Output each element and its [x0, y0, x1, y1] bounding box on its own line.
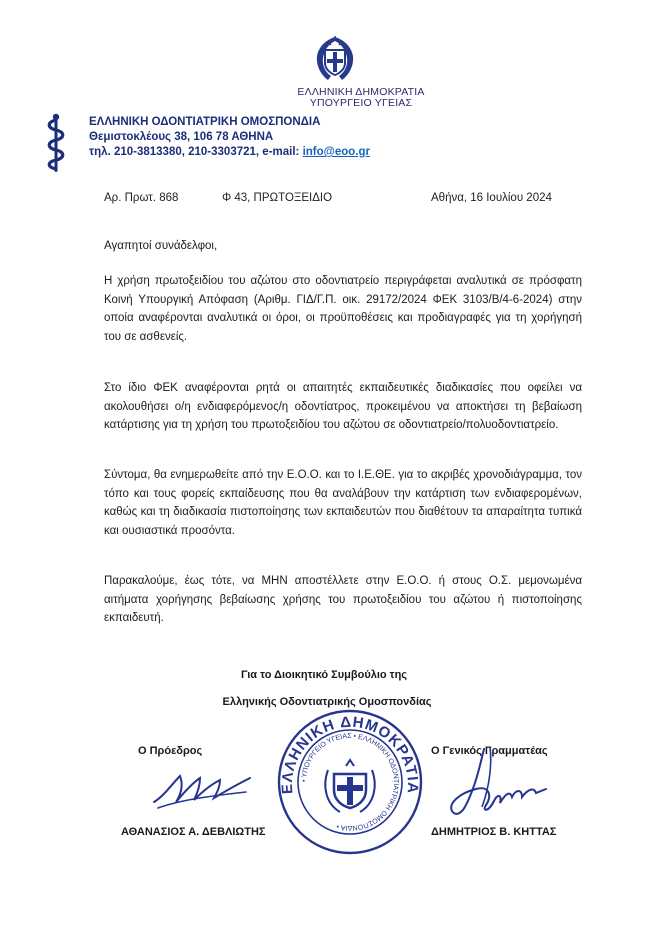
- greek-coat-of-arms-icon: [310, 34, 360, 84]
- closing-line: Ελληνικής Οδοντιατρικής Ομοσπονδίας: [222, 696, 432, 708]
- caduceus-logo-icon: [45, 112, 67, 174]
- ministry-name: ΥΠΟΥΡΓΕΙΟ ΥΓΕΙΑΣ: [309, 97, 413, 109]
- closing-line: Για το Διοικητικό Συμβούλιο της: [240, 669, 408, 681]
- salutation: Αγαπητοί συνάδελφοι,: [104, 240, 218, 252]
- coat-of-arms-icon: [325, 760, 374, 812]
- president-title: Ο Πρόεδρος: [138, 745, 203, 757]
- president-signature: [150, 756, 255, 818]
- secretary-title: Ο Γενικός Γραμματέας: [431, 745, 548, 757]
- secretary-name: ΔΗΜΗΤΡΙΟΣ Β. ΚΗΤΤΑΣ: [431, 826, 557, 838]
- letter-date: Αθήνα, 16 Ιουλίου 2024: [431, 192, 552, 204]
- seal-inner-text: • ΥΠΟΥΡΓΕΙΟ ΥΓΕΙΑΣ • ΕΛΛΗΝΙΚΗ ΟΔΟΝΤΙΑΤΡΙΚΗ ΟΜΟΣΠΟΝΔΙΑ •: [300, 732, 400, 832]
- email-link[interactable]: info@eoo.gr: [302, 146, 370, 158]
- seal-outer-text: ΕΛΛΗΝΙΚΗ ΔΗΜΟΚΡΑΤΙΑ: [278, 713, 422, 795]
- president-name: ΑΘΑΝΑΣΙΟΣ Α. ΔΕΒΛΙΩΤΗΣ: [121, 826, 266, 838]
- organization-address: Θεμιστοκλέους 38, 106 78 ΑΘΗΝΑ: [89, 131, 274, 143]
- secretary-signature: [436, 745, 556, 830]
- file-reference: Φ 43, ΠΡΩΤΟΞΕΙΔΙΟ: [222, 192, 333, 204]
- protocol-number: Αρ. Πρωτ. 868: [104, 192, 179, 204]
- organization-name: ΕΛΛΗΝΙΚΗ ΟΔΟΝΤΙΑΤΡΙΚΗ ΟΜΟΣΠΟΝΔΙΑ: [89, 116, 321, 128]
- body-paragraph: Στο ίδιο ΦΕΚ αναφέρονται ρητά οι απαιτητές εκπαιδευτικές διαδικασίες που οφείλει να ακολουθήσει ο/η ενδιαφερόμενος/η οδοντίατρος, προκειμένου να αποκτήσει τη βεβαίωση κατάρτισης για τη χρήση του πρωτοξειδίου του αζώτου σε οδοντιατρείο/πολυοδοντιατρείο.: [104, 382, 582, 431]
- body-paragraph: Σύντομα, θα ενημερωθείτε από την Ε.Ο.Ο. και το Ι.Ε.ΘΕ. για το ακριβές χρονοδιάγραμμα, τον τόπο και τους φορείς εκπαίδευσης που θα αναλάβουν την κατάρτιση των ενδιαφερομένων, καθώς και τη διαδικασία πιστοποίησης των εκπαιδευτών που διαθέτουν τα απαραίτητα τυπικά και ουσιαστικά προσόντα.: [104, 469, 582, 537]
- country-name: ΕΛΛΗΝΙΚΗ ΔΗΜΟΚΡΑΤΙΑ: [297, 86, 425, 98]
- body-paragraph: Η χρήση πρωτοξειδίου του αζώτου στο οδοντιατρείο περιγράφεται αναλυτικά σε πρόσφατη Κοινή Υπουργική Απόφαση (Αριθμ. ΓΙΔ/Γ.Π. οικ. 29172/2024 ΦΕΚ 3103/Β/4-6-2024) στην οποία αναφέρονται αναλυτικά οι όροι, οι προϋποθέσεις και προδιαγραφές για τη χορήγησή του σε ασθενείς.: [104, 275, 582, 343]
- organization-contact: [89, 146, 370, 158]
- body-paragraph: Παρακαλούμε, έως τότε, να ΜΗΝ αποστέλλετε στην Ε.Ο.Ο. ή στους Ο.Σ. μεμονωμένα αιτήματα χορήγησης βεβαίωσης χρήσης του πρωτοξειδίου του αζώτου ή πιστοποίησης εκπαιδευτή.: [104, 575, 582, 624]
- phone-numbers: τηλ. 210-3813380, 210-3303721, e-mail:: [89, 146, 303, 158]
- official-seal-stamp: [276, 708, 424, 856]
